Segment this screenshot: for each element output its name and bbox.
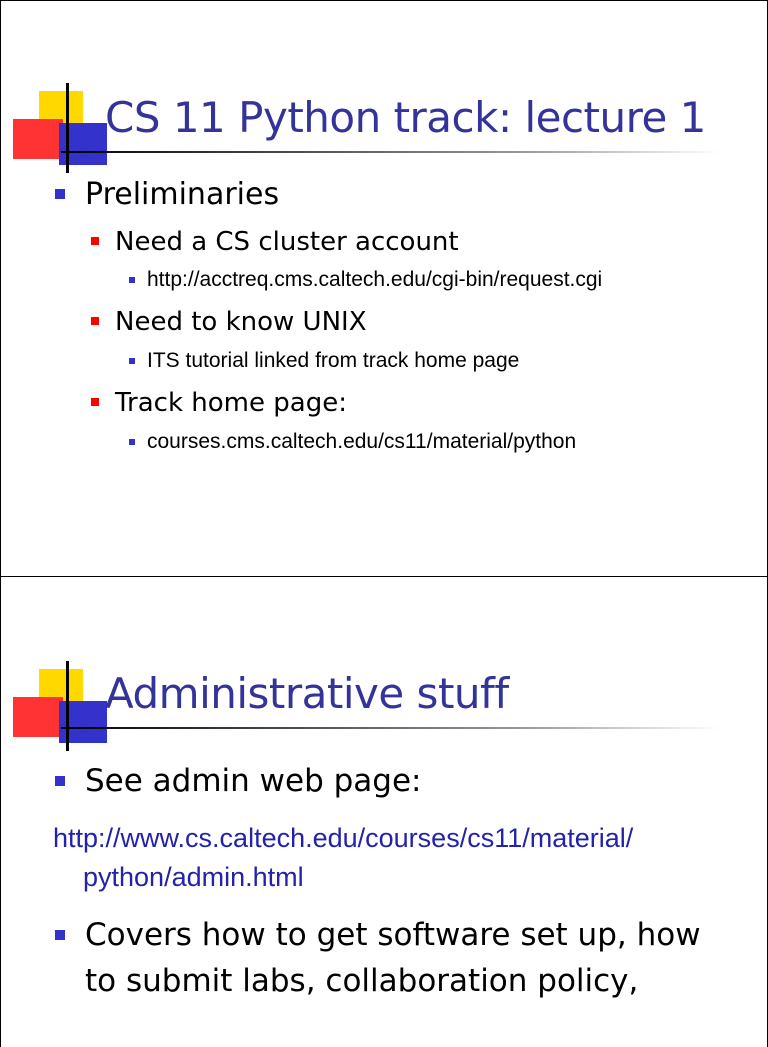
admin-link-line-1[interactable]: http://www.cs.caltech.edu/courses/cs11/material/: [53, 823, 634, 853]
bullet-cluster-account: Need a CS cluster account: [91, 227, 459, 257]
square-bullet-icon: [129, 439, 135, 445]
sub-bullet-its-tutorial: ITS tutorial linked from track home page: [129, 349, 519, 373]
bullet-covers: Covers how to get software set up, how to submit labs, collaboration policy,: [55, 917, 701, 999]
square-bullet-icon: [129, 358, 135, 364]
sub-bullet-request-url: http://acctreq.cms.caltech.edu/cgi-bin/request.cgi: [129, 268, 602, 292]
admin-link[interactable]: [53, 823, 633, 893]
logo-red-square: [13, 119, 63, 159]
square-bullet-icon: [91, 237, 99, 245]
square-bullet-icon: [55, 930, 65, 940]
square-bullet-icon: [55, 189, 65, 199]
logo-vertical-line: [66, 83, 69, 173]
square-bullet-icon: [55, 776, 65, 786]
square-bullet-icon: [91, 317, 99, 325]
bullet-track-home-page: Track home page:: [91, 388, 347, 418]
bullet-see-admin: See admin web page:: [55, 763, 422, 799]
slide-logo-icon: [13, 669, 113, 759]
slide-logo-icon: [13, 91, 113, 181]
slide-title: Administrative stuff: [105, 669, 509, 718]
logo-red-square: [13, 697, 63, 737]
admin-link-line-2[interactable]: python/admin.html: [83, 862, 304, 892]
bullet-know-unix: Need to know UNIX: [91, 307, 367, 337]
logo-vertical-line: [66, 661, 69, 751]
square-bullet-icon: [129, 277, 135, 283]
title-underline: [61, 151, 721, 153]
sub-bullet-home-url: courses.cms.caltech.edu/cs11/material/python: [129, 430, 576, 454]
slide-title: CS 11 Python track: lecture 1: [105, 93, 706, 142]
slide-2: [0, 576, 768, 1047]
square-bullet-icon: [91, 398, 99, 406]
bullet-preliminaries: Preliminaries: [55, 177, 279, 212]
title-underline: [61, 727, 721, 729]
